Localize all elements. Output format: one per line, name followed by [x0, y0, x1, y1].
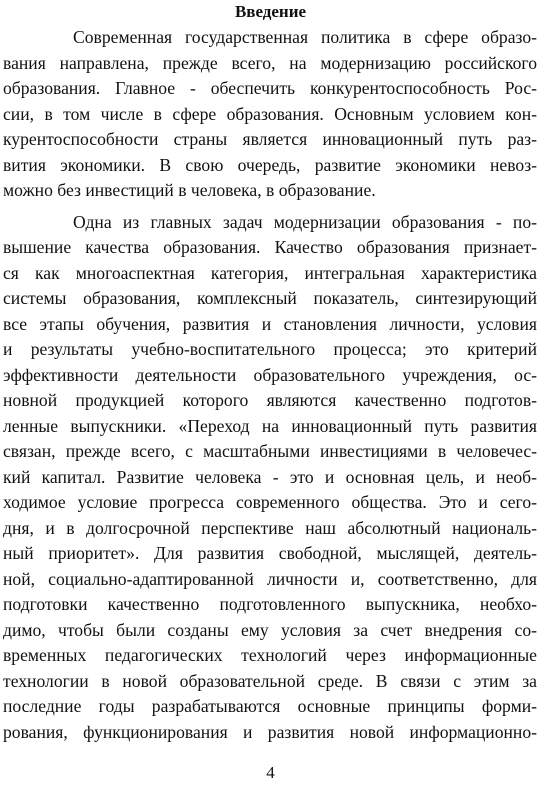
text-line: рования, функционирования и развития новой информационно-	[3, 721, 537, 742]
text-line: вышение качества образования. Качество образования признает-	[3, 237, 537, 257]
text-line: можно без инвестиций в человека, в образование.	[3, 180, 376, 200]
section-heading: Введение	[234, 2, 307, 21]
text-line: вания направлена, прежде всего, на модернизацию российского	[3, 52, 537, 73]
text-line: эффективности деятельности образовательного учреждения, ос-	[3, 364, 537, 385]
text-line: новной продукцией которого являются качественно подготов-	[3, 390, 537, 410]
text-line: сии, в том числе в сфере образования. Основным условием кон-	[3, 103, 537, 124]
text-line: ной, социально-адаптированной личности и, соответственно, для	[3, 568, 537, 589]
text-line: системы образования, комплексный показатель, синтезирующий	[3, 288, 537, 308]
text-line: и результаты учебно-воспитательного процесса; это критерий	[3, 339, 537, 359]
text-line: временных педагогических технологий через информационные	[3, 645, 537, 665]
text-line: ходимое условие прогресса современного общества. Это и сего-	[3, 492, 537, 512]
text-line: технологии в новой образовательной среде. В связи с этим за	[3, 670, 537, 691]
paragraph-2	[3, 210, 537, 746]
text-line: вития экономики. В свою очередь, развитие экономики невоз-	[3, 154, 537, 175]
text-line: ся как многоаспектная категория, интегральная характеристика	[3, 262, 537, 283]
paragraph-1	[3, 25, 537, 204]
text-line: все этапы обучения, развития и становления личности, условия	[3, 313, 537, 334]
text-line: связан, прежде всего, с масштабными инвестициями в человечес-	[3, 441, 537, 461]
text-line: ный приоритет». Для развития свободной, мыслящей, деятель-	[3, 543, 537, 563]
text-line: димо, чтобы были созданы ему условия за счет внедрения со-	[3, 619, 537, 640]
text-line: образования. Главное - обеспечить конкурентоспособность Рос-	[3, 78, 537, 98]
text-line: подготовки качественно подготовленного выпускника, необхо-	[3, 594, 537, 614]
text-line: кий капитал. Развитие человека - это и основная цель, и необ-	[3, 466, 537, 487]
page-number: 4	[266, 763, 275, 782]
body-text	[3, 25, 537, 745]
text-line: Одна из главных задач модернизации образования - по-	[73, 211, 537, 232]
text-line: ленные выпускники. «Переход на инновационный путь развития	[3, 415, 537, 436]
text-line: Современная государственная политика в сфере образо-	[73, 27, 537, 47]
text-line: курентоспособности страны является инновационный путь раз-	[3, 129, 537, 149]
text-line: последние годы разрабатываются основные принципы форми-	[3, 696, 537, 716]
text-line: дня, и в долгосрочной перспективе наш абсолютный националь-	[3, 517, 537, 538]
